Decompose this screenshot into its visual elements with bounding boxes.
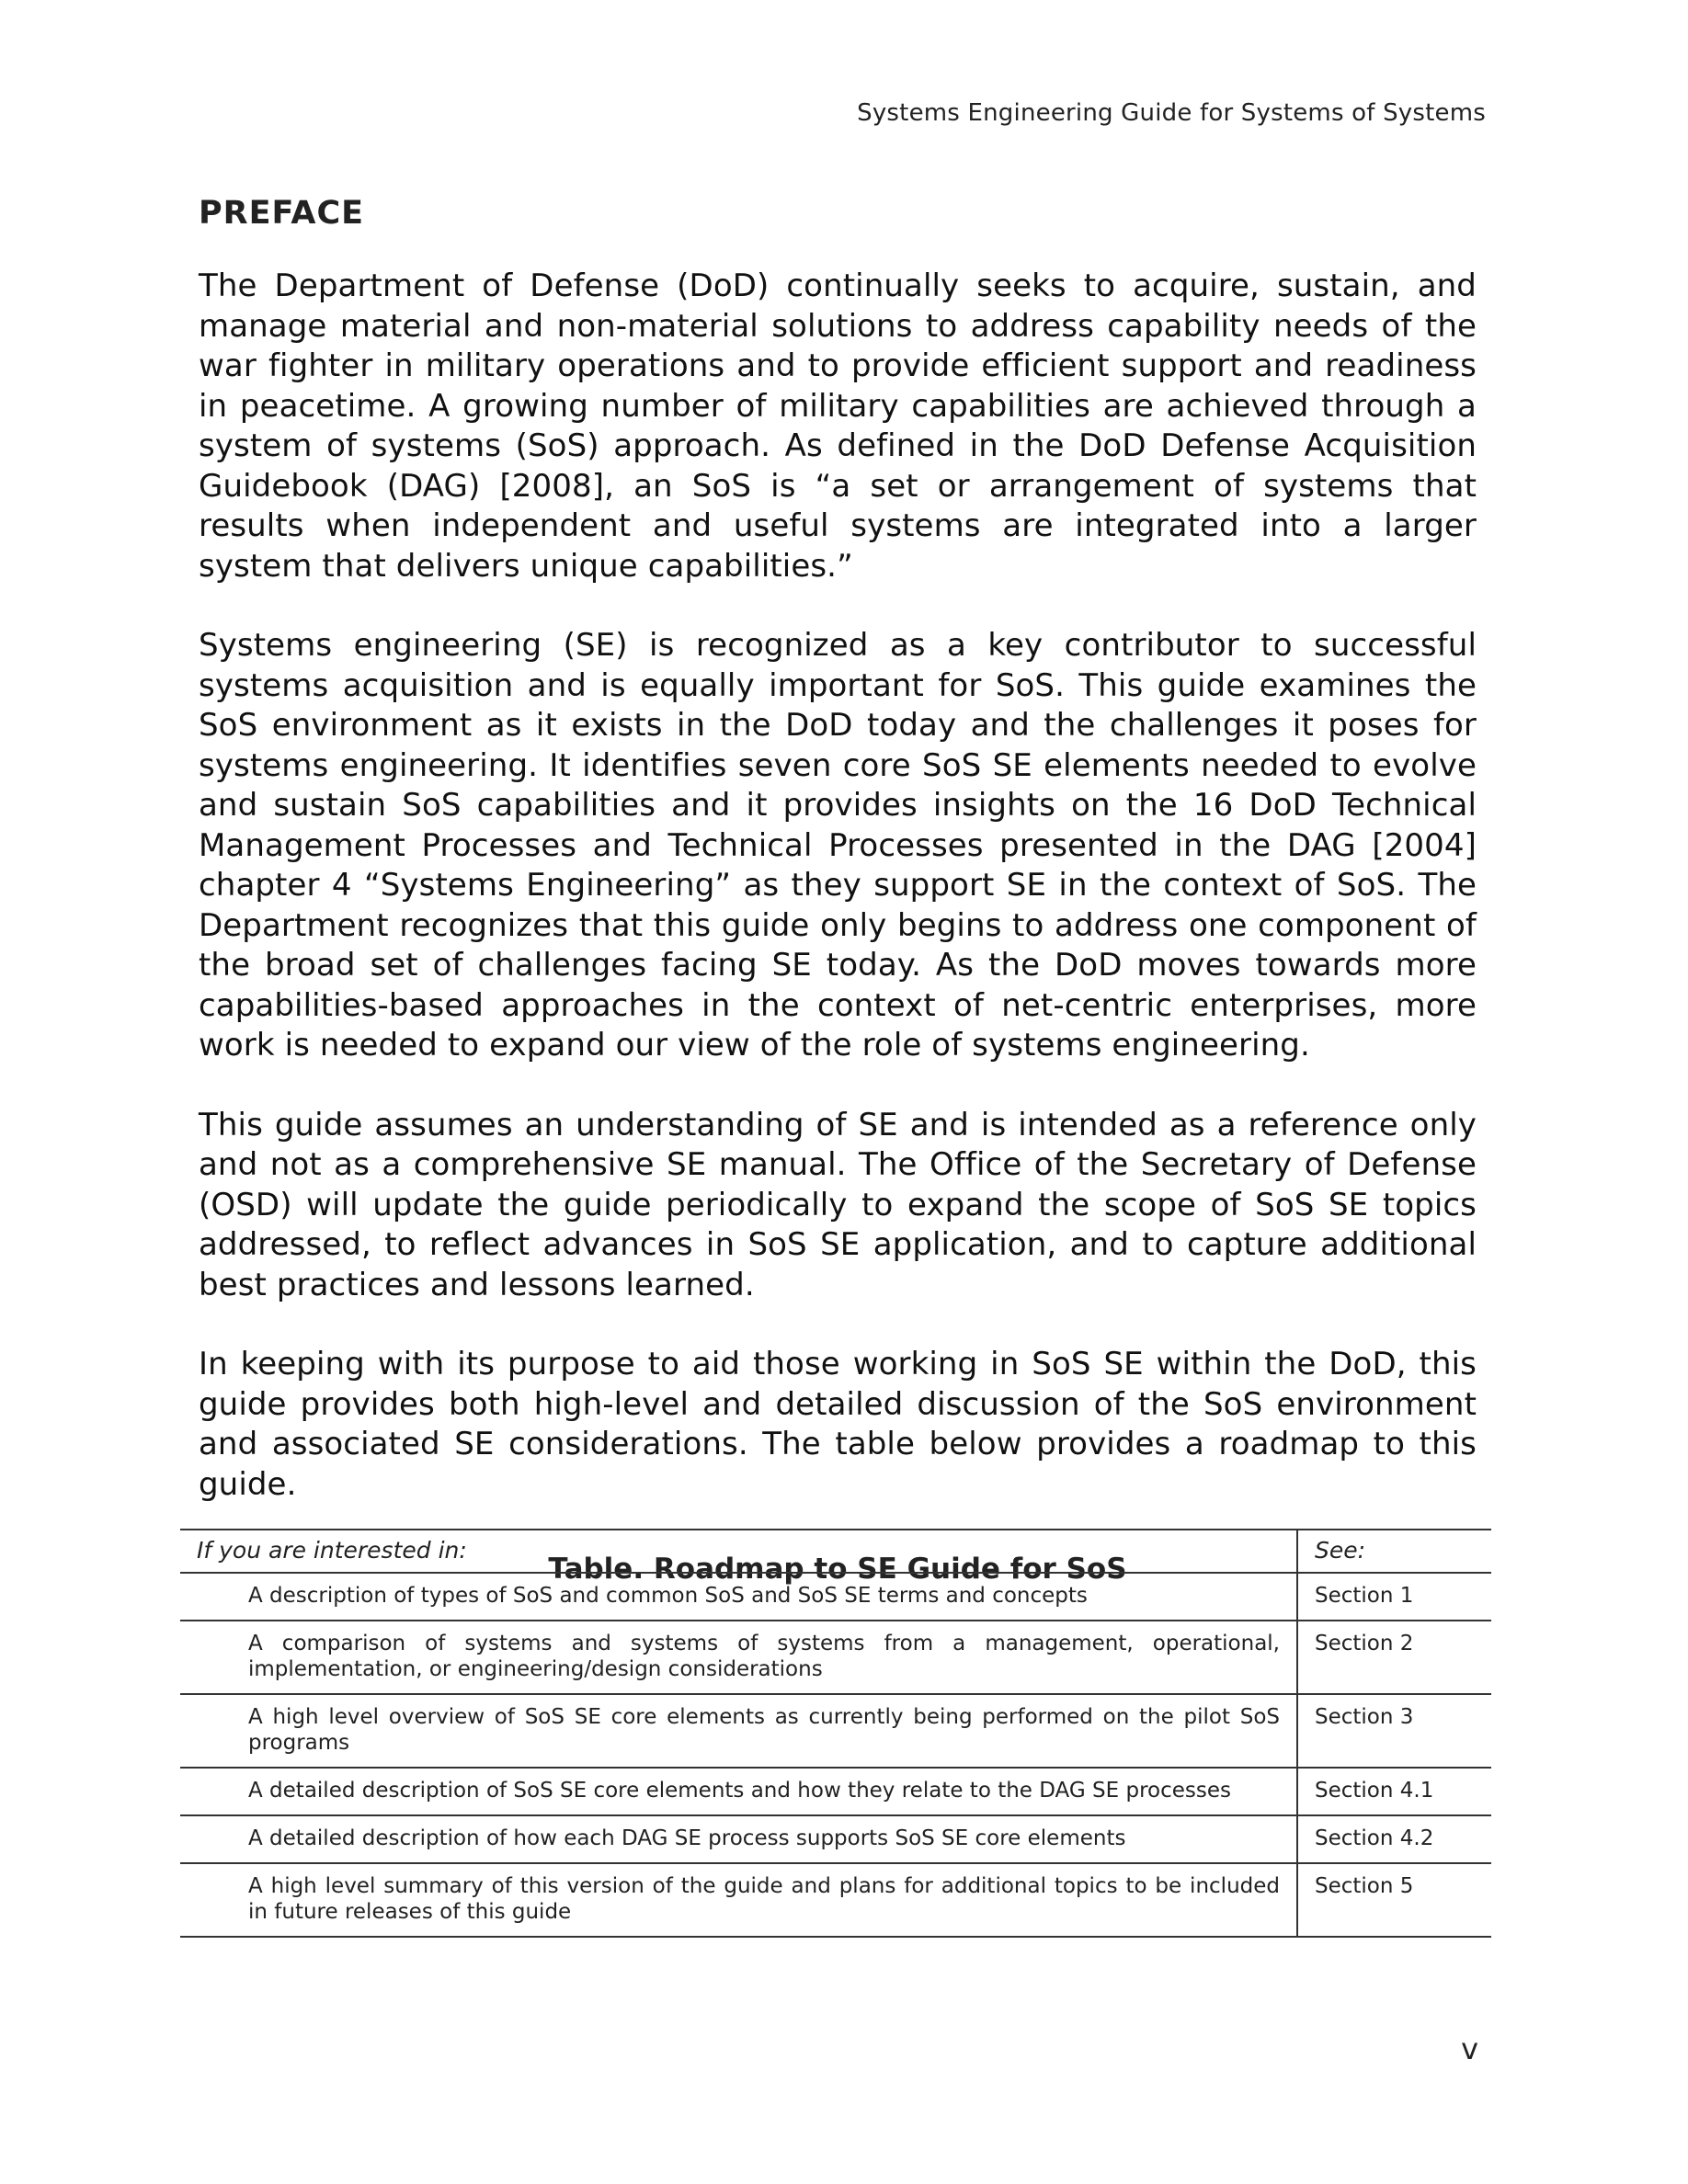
table-row	[180, 1573, 1491, 1621]
row-section: Section 5	[1297, 1863, 1491, 1937]
table-header-row	[180, 1530, 1491, 1573]
table-row	[180, 1815, 1491, 1863]
row-topic: A high level summary of this version of the guide and plans for additional topics to be included in future releases of this guide	[180, 1863, 1297, 1937]
table-row	[180, 1768, 1491, 1815]
page-number: v	[1461, 2031, 1478, 2066]
row-topic: A comparison of systems and systems of systems from a management, operational, implementation, or engineering/design considerations	[180, 1621, 1297, 1694]
paragraph-guide-scope: This guide assumes an understanding of SE and is intended as a reference only and not as a comprehensive SE manual. The Office of the Secretary of Defense (OSD) will update the guide periodically to expand the scope of SoS SE topics addressed, to reflect advances in SoS SE application, and to capture additional best practices and lessons learned.	[199, 1106, 1477, 1303]
page-body	[199, 195, 1477, 1621]
row-section: Section 4.2	[1297, 1815, 1491, 1863]
table-caption: Table. Roadmap to SE Guide for SoS	[548, 1553, 1127, 1586]
header-see: See:	[1297, 1530, 1491, 1573]
roadmap-table	[180, 1529, 1491, 1938]
running-header: Systems Engineering Guide for Systems of Systems	[857, 99, 1486, 127]
header-topic: If you are interested in:	[180, 1530, 1297, 1573]
row-section: Section 2	[1297, 1621, 1491, 1694]
row-section: Section 1	[1297, 1573, 1491, 1621]
table-row	[180, 1621, 1491, 1694]
row-topic: A detailed description of how each DAG SE process supports SoS SE core elements	[180, 1815, 1297, 1863]
paragraph-intro: The Department of Defense (DoD) continually seeks to acquire, sustain, and manage material and non-material solutions to address capability needs of the war fighter in military operations and to provide efficient support and readiness in peacetime. A growing number of military capabilities are achieved through a system of systems (SoS) approach. As defined in the DoD Defense Acquisition Guidebook (DAG) [2008], an SoS is “a set or arrangement of systems that results when independent and useful systems are integrated into a larger system that delivers unique capabilities.”	[199, 267, 1477, 585]
row-topic: A detailed description of SoS SE core elements and how they relate to the DAG SE processes	[180, 1768, 1297, 1815]
table-row	[180, 1863, 1491, 1937]
paragraph-systems-engineering: Systems engineering (SE) is recognized as a key contributor to successful systems acquisition and is equally important for SoS. This guide examines the SoS environment as it exists in the DoD today and the challenges it poses for systems engineering. It identifies seven core SoS SE elements needed to evolve and sustain SoS capabilities and it provides insights on the 16 DoD Technical Management Processes and Technical Processes presented in the DAG [2004] chapter 4 “Systems Engineering” as they support SE in the context of SoS. The Department recognizes that this guide only begins to address one component of the broad set of challenges facing SE today. As the DoD moves towards more capabilities-based approaches in the context of net-centric enterprises, more work is needed to expand our view of the role of systems engineering.	[199, 627, 1477, 1064]
row-topic: A high level overview of SoS SE core elements as currently being performed on the pilot SoS programs	[180, 1694, 1297, 1768]
row-topic: A description of types of SoS and common SoS and SoS SE terms and concepts	[180, 1573, 1297, 1621]
row-section: Section 4.1	[1297, 1768, 1491, 1815]
section-heading: PREFACE	[199, 195, 365, 232]
table-row	[180, 1694, 1491, 1768]
row-section: Section 3	[1297, 1694, 1491, 1768]
paragraph-roadmap-intro: In keeping with its purpose to aid those working in SoS SE within the DoD, this guide provides both high-level and detailed discussion of the SoS environment and associated SE considerations. The table below provides a roadmap to this guide.	[199, 1346, 1477, 1503]
